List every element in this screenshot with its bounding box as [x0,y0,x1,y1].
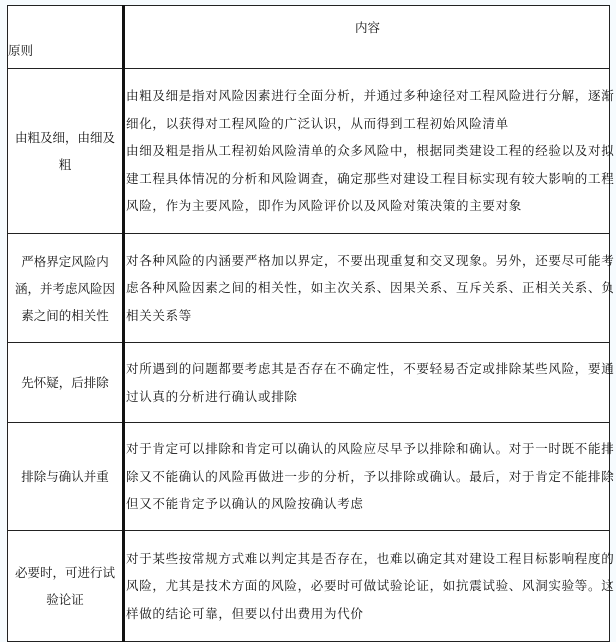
header-principle: 原则 [8,6,124,69]
principle-cell [8,234,124,343]
content-line: 建工程具体情况的分析和风险调查，确定那些对建设工程目标实现有较大影响的工程 [126,170,615,186]
content-cell [124,343,615,423]
content-line: 除又不能确认的风险再做进一步的分析，予以排除或确认。最后，对于肯定不能排除 [126,468,615,484]
principle-line: 粗 [58,157,72,172]
content-line: 由细及粗是指从工程初始风险清单的众多风险中，根据同类建设工程的经验以及对拟 [126,143,615,159]
principle-cell [8,69,124,234]
content-line: 细化，以获得对工程风险的广泛认识，从而得到工程初始风险清单 [126,115,509,131]
content-line: 相关关系等 [126,307,193,323]
content-line: 对各种风险的内涵要严格加以界定，不要出现重复和交叉现象。另外，还要尽可能考 [126,252,615,268]
principle-cell [8,343,124,423]
principle-line: 由粗及细，由细及 [14,130,115,145]
content-line: 过认真的分析进行确认或排除 [126,388,298,404]
content-cell [124,531,615,642]
content-line: 但又不能肯定予以确认的风险按确认考虑 [126,496,364,512]
table-row [8,343,610,423]
content-line: 虑各种风险因素之间的相关性，如主次关系、因果关系、互斥关系、正相关关系、负 [126,280,615,296]
principle-cell [8,531,124,642]
table-row [8,234,610,343]
table-header-row [8,6,610,69]
principle-line: 验论证 [46,592,84,607]
content-line: 对于某些按常规方式难以判定其是否存在，也难以确定其对建设工程目标影响程度的 [126,550,615,566]
content-line: 风险，作为主要风险，即作为风险评价以及风险对策决策的主要对象 [126,198,523,214]
principle-line: 涵，并考虑风险因 [14,280,115,296]
table-row [8,531,610,642]
content-cell [124,234,615,343]
content-cell [124,69,615,234]
header-content: 内容 [124,6,610,69]
content-line: 对于肯定可以排除和肯定可以确认的风险应尽早予以排除和确认。对于一时既不能排 [126,441,615,457]
content-line: 对所遇到的问题都要考虑其是否存在不确定性，不要轻易否定或排除某些风险，要通 [126,361,615,376]
content-line: 由粗及细是指对风险因素进行全面分析，并通过多种途径对工程风险进行分解，逐渐 [126,88,615,104]
table-row [8,69,610,234]
principle-cell [8,423,124,531]
risk-principles-table [7,5,615,642]
principle-line: 先怀疑，后排除 [21,375,109,390]
principle-line: 必要时，可进行试 [14,565,115,580]
table-row [8,423,610,531]
principle-line: 素之间的相关性 [21,307,109,323]
principle-line: 严格界定风险内 [21,253,109,269]
principle-line: 排除与确认并重 [21,469,109,484]
content-line: 风险，尤其是技术方面的风险，必要时可做试验论证，如抗震试验、风洞实验等。这 [126,578,615,594]
content-cell [124,423,615,531]
content-line: 样做的结论可靠，但要以付出费用为代价 [126,605,364,621]
